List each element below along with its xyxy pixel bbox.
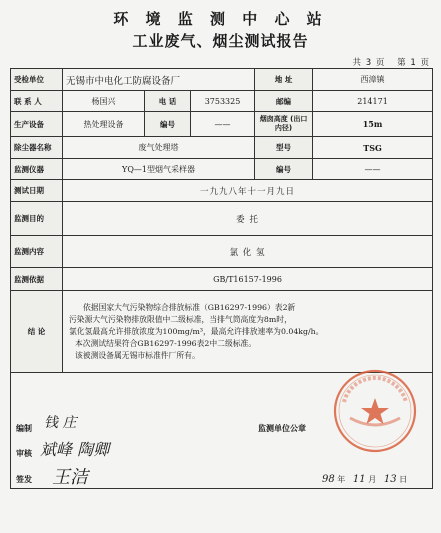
row-dust-collector [11,137,433,159]
label-prepared: 编制 [16,424,32,433]
label-purpose: 监测目的 [11,202,63,236]
dust-collector-value: 废气处理塔 [63,137,255,159]
label-chimney-height: 烟囱高度 (出口内径) [255,112,313,137]
label-phone: 电 话 [145,91,191,112]
report-title-line2: 工业废气、烟尘测试报告 [132,32,309,50]
conclusion-line-5: 该被测设备属无锡市标准件厂所有。 [75,350,200,360]
conclusion-line-4: 本次测试结果符合GB16297-1996表2中二级标准。 [75,338,257,348]
model-value: TSG [313,137,433,159]
page-current: 1 [410,58,416,68]
report-title-line1: 环 境 监 测 中 心 站 [113,10,328,28]
row-equipment [11,112,433,137]
row-contact [11,91,433,112]
label-dust-collector: 除尘器名称 [11,137,63,159]
label-basis: 监测依据 [11,268,63,291]
label-content: 监测内容 [11,236,63,268]
label-address: 地 址 [255,69,313,91]
equipment-value: 热处理设备 [63,112,145,137]
zip-value: 214171 [313,91,433,112]
label-zip: 邮编 [255,91,313,112]
address-value: 西漳镇 [313,69,433,91]
signature-prepared: 钱 庄 [44,415,77,431]
row-instrument [11,159,433,180]
page-total-label: 共 [352,58,361,68]
purpose-value: 委 托 [63,202,433,236]
instrument-value: YQ—1型烟气采样器 [63,159,255,180]
label-equipment: 生产设备 [11,112,63,137]
label-test-date: 测试日期 [11,180,63,202]
date-day-unit: 日 [399,475,408,484]
label-contact: 联 系 人 [11,91,63,112]
label-inspected-unit: 受检单位 [11,69,63,91]
row-basis [11,268,433,291]
content-value: 氯 化 氢 [63,236,433,268]
official-seal-icon [330,366,420,456]
label-instrument-no: 编号 [255,159,313,180]
equipment-no-value: —— [191,112,255,137]
label-equipment-no: 编号 [145,112,191,137]
conclusion-line-1: 依据国家大气污染物综合排放标准（GB16297-1996）表2新 [83,302,296,312]
page-total: 3 [365,58,372,68]
conclusion-line-2: 污染源大气污染物排放限值中二级标准，当排气筒高度为8m时， [69,314,292,324]
page-info [350,56,429,68]
label-conclusion: 结 论 [11,291,63,373]
label-instrument: 监测仪器 [11,159,63,180]
row-content [11,236,433,268]
date-month: 11 [352,474,366,485]
row-conclusion [11,291,433,373]
label-reviewed: 审核 [16,449,32,458]
date-month-unit: 月 [368,475,377,484]
contact-value: 杨国兴 [63,91,145,112]
label-seal: 监测单位公章 [258,424,306,433]
page-total-unit: 页 [375,58,385,68]
page-current-label: 第 [397,58,406,68]
basis-value: GB/T16157-1996 [63,268,433,291]
conclusion-text [63,291,433,373]
phone-value: 3753325 [191,91,255,112]
date-day: 13 [383,474,397,485]
chimney-height-value: 15m [313,112,433,137]
signature-reviewed: 斌峰 陶卿 [40,440,110,459]
page-current-unit: 页 [420,58,429,68]
signature-issued: 王洁 [52,467,88,488]
label-issued: 签发 [16,475,32,484]
date-year-unit: 年 [337,475,346,484]
sign-date [322,474,407,485]
inspected-unit-value: 无锡市中电化工防腐设备厂 [63,69,255,91]
row-inspected-unit [11,69,433,91]
row-purpose [11,202,433,236]
label-model: 型号 [255,137,313,159]
conclusion-line-3: 氯化氢最高允许排放浓度为100mg/m³，最高允许排放速率为0.04kg/h。 [69,326,324,336]
row-test-date [11,180,433,202]
test-date-value: 一九九八年十一月九日 [63,180,433,202]
instrument-no-value: —— [313,159,433,180]
date-year: 98 [322,474,335,485]
